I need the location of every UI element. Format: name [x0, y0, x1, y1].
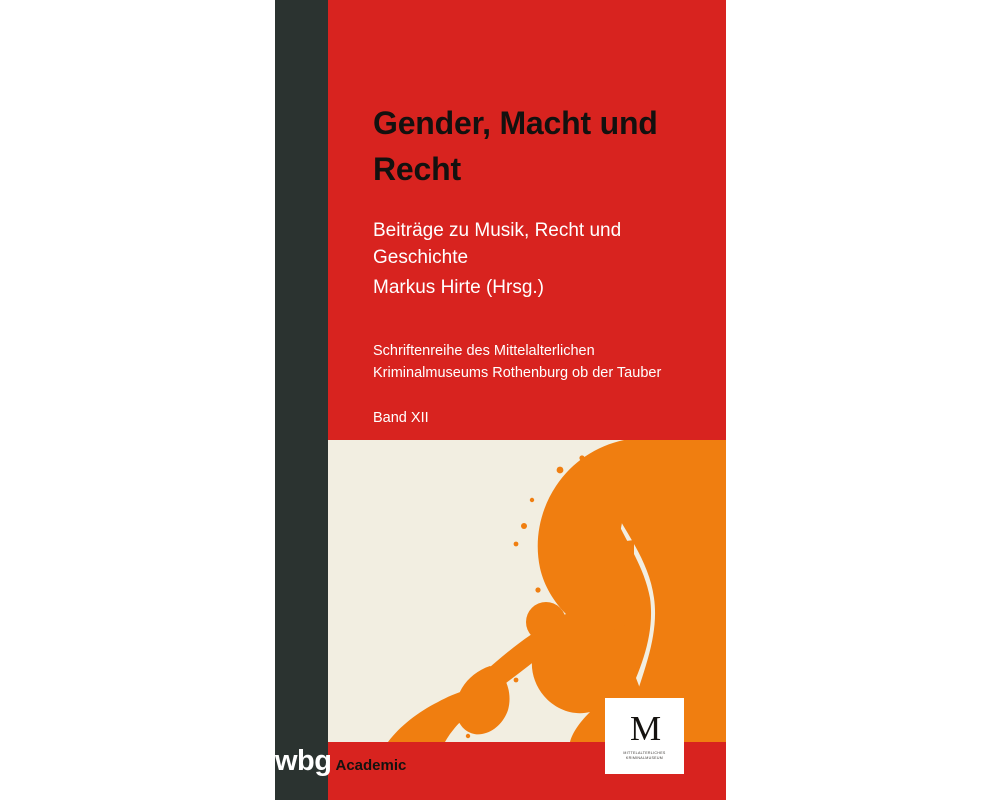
- book-title: Gender, Macht und Recht: [373, 105, 658, 188]
- publisher-logo: [275, 747, 475, 777]
- museum-monogram-icon: M: [629, 709, 660, 749]
- publisher-name: wbg: [275, 745, 332, 777]
- museum-logo-caption: MITTELALTERLICHES KRIMINALMUSEUM: [623, 751, 666, 760]
- book-subtitle: Beiträge zu Musik, Recht und Geschichte: [373, 220, 622, 268]
- book-volume: Band XII: [373, 410, 429, 426]
- publisher-imprint: Academic: [335, 757, 407, 774]
- cover-illustration: [328, 440, 726, 742]
- book-cover: [328, 0, 726, 800]
- book-editor: Markus Hirte (Hrsg.): [373, 277, 545, 298]
- book-series: Schriftenreihe des Mittelalterlichen Kriminalmuseums Rothenburg ob der Tauber: [373, 343, 662, 381]
- museum-logo: [605, 698, 684, 774]
- cover-spine: [275, 0, 328, 800]
